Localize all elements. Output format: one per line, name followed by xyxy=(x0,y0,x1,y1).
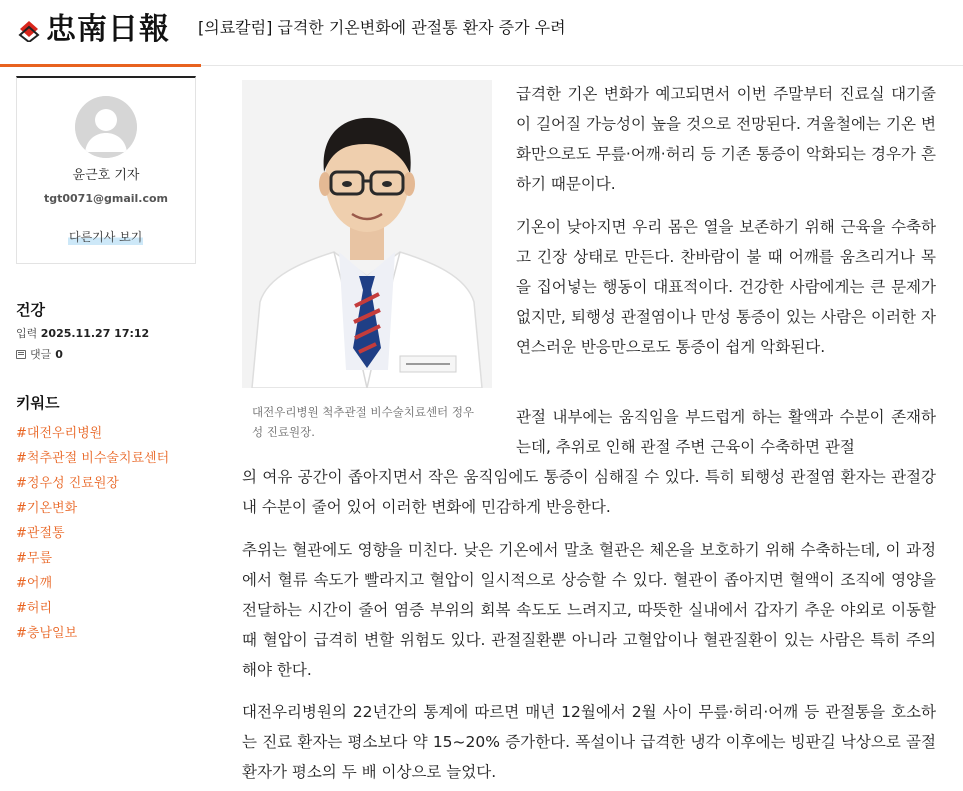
comment-count[interactable] xyxy=(16,346,63,362)
keyword-item[interactable]: #관절통 xyxy=(16,526,65,541)
more-articles-link[interactable]: 다른기사 보기 xyxy=(69,230,143,244)
photo-caption: 대전우리병원 척추관절 비수술치료센터 정우성 진료원장. xyxy=(252,405,475,439)
header-accent-bar xyxy=(0,64,201,67)
doctor-portrait-icon xyxy=(242,80,492,388)
default-avatar-icon xyxy=(75,96,137,158)
date-value: 2025.11.27 17:12 xyxy=(40,327,150,340)
logo-text: 忠南日報 xyxy=(46,12,170,47)
article-photo[interactable] xyxy=(242,80,492,388)
article-paragraph-4: 추위는 혈관에도 영향을 미친다. 낮은 기온에서 말초 혈관은 체온을 보호하기 위해 수축하는데, 이 과정에서 혈류 속도가 빨라지고 혈압이 일시적으로 상승할 수 있다. 혈관이 좁아지면 혈액이 조직에 영양을 전달하는 시간이 줄어 염증 부위의 회복 속도도 느려지고, 따뜻한 실내에서 갑자기 추운 야외로 이동할 때 혈압이 급격히 변할 위험도 있다. 관절질환뿐 아니라 고혈압이나 혈관질환이 있는 사람은 특히 주의해야 한다. xyxy=(242,541,936,679)
comment-icon xyxy=(16,350,26,359)
logo-mark-icon xyxy=(17,18,41,42)
keyword-item[interactable]: #어깨 xyxy=(16,576,53,591)
comment-label: 댓글 xyxy=(30,348,52,361)
keyword-item[interactable]: #기온변화 xyxy=(16,501,78,516)
keyword-list xyxy=(16,421,169,646)
article-paragraph-1: 급격한 기온 변화가 예고되면서 이번 주말부터 진료실 대기줄이 길어질 가능성이 높을 것으로 전망된다. 겨울철에는 기온 변화만으로도 무릎·어깨·허리 등 기존 통증이 악화되는 경우가 흔하기 때문이다. xyxy=(516,85,936,193)
publish-date xyxy=(16,325,149,341)
reporter-email[interactable]: tgt0071@gmail.com xyxy=(43,192,169,205)
reporter-name: 윤근호 기자 xyxy=(72,168,140,183)
keyword-item[interactable]: #정우성 진료원장 xyxy=(16,476,119,491)
keyword-item[interactable]: #대전우리병원 xyxy=(16,426,103,441)
avatar xyxy=(75,96,137,158)
site-logo[interactable] xyxy=(17,11,170,49)
date-label: 입력 xyxy=(16,327,38,340)
article-paragraph-2: 기온이 낮아지면 우리 몸은 열을 보존하기 위해 근육을 수축하고 긴장 상태로 만든다. 찬바람이 불 때 어깨를 움츠리거나 목을 집어넣는 행동이 대표적이다. 건강한 사람에게는 큰 문제가 없지만, 퇴행성 관절염이나 만성 통증이 있는 사람은 이러한 자연스러운 반응만으로도 통증이 쉽게 악화된다. xyxy=(516,218,936,356)
article-paragraph-3-start: 관절 내부에는 움직임을 부드럽게 하는 활액과 수분이 존재하는데, 추위로 인해 관절 주변 근육이 수축하면 관절 xyxy=(516,408,936,456)
keyword-item[interactable]: #충남일보 xyxy=(16,626,78,641)
article-paragraph-5: 대전우리병원의 22년간의 통계에 따르면 매년 12월에서 2월 사이 무릎·허리·어깨 등 관절통을 호소하는 진료 환자는 평소보다 약 15~20% 증가한다. 폭설이나 급격한 냉각 이후에는 빙판길 낙상으로 골절 환자가 평소의 두 배 이상으로 늘었다. xyxy=(242,703,936,781)
keyword-item[interactable]: #척추관절 비수술치료센터 xyxy=(16,451,170,466)
article-paragraph-3-continued: 의 여유 공간이 좁아지면서 작은 움직임에도 통증이 심해질 수 있다. 특히 퇴행성 관절염 환자는 관절강 내 수분이 줄어 있어 이러한 변화에 민감하게 반응한다. xyxy=(242,468,936,516)
comment-number: 0 xyxy=(55,347,63,361)
keywords-title: 키워드 xyxy=(16,394,60,412)
keyword-item[interactable]: #허리 xyxy=(16,601,53,616)
section-label[interactable]: 건강 xyxy=(16,301,45,319)
keyword-item[interactable]: #무릎 xyxy=(16,551,53,566)
article-headline: [의료칼럼] 급격한 기온변화에 관절통 환자 증가 우려 xyxy=(198,18,566,37)
site-header xyxy=(0,0,963,66)
reporter-card xyxy=(16,76,196,264)
